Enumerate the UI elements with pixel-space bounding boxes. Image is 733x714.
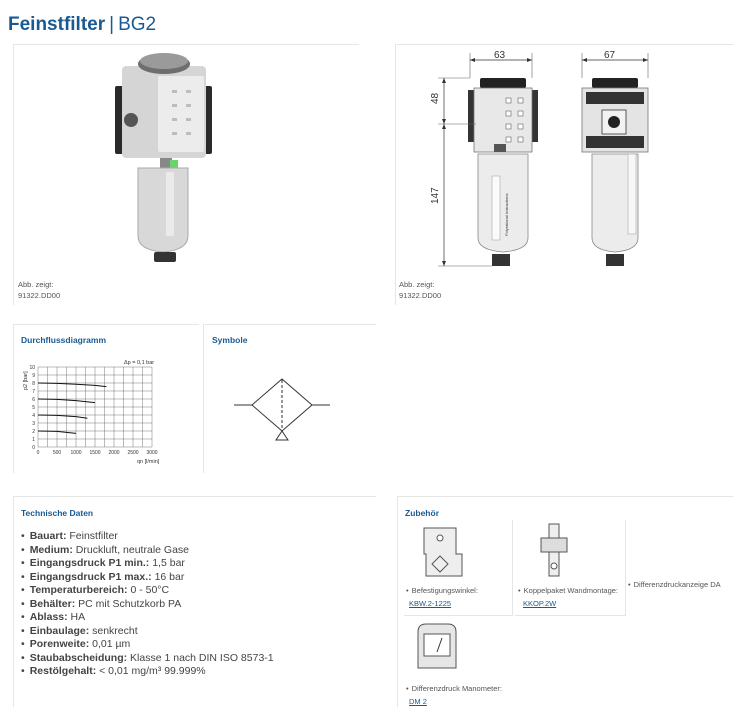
spec-item bbox=[21, 625, 274, 639]
spec-value: Druckluft, neutrale Gase bbox=[75, 543, 189, 556]
mounting-bracket-icon bbox=[416, 524, 466, 580]
y-tick-label: 0 bbox=[32, 444, 35, 451]
series-line bbox=[38, 383, 106, 387]
y-tick-label: 5 bbox=[32, 404, 35, 411]
spec-key: Porenweite: bbox=[29, 638, 90, 650]
spec-item bbox=[21, 665, 274, 679]
caption-right-line1: Abb. zeigt: bbox=[399, 280, 435, 289]
spec-item bbox=[21, 571, 274, 585]
image-caption-right bbox=[399, 279, 441, 301]
spec-value: Feinstfilter bbox=[69, 530, 118, 542]
wall-mount-kit-icon bbox=[535, 522, 575, 578]
spec-item bbox=[21, 544, 274, 558]
spec-key: Restölgehalt: bbox=[29, 665, 97, 677]
product-image bbox=[110, 50, 220, 272]
y-tick-label: 9 bbox=[32, 372, 35, 379]
accessory-label: • Differenzdruckanzeige DA bbox=[628, 580, 721, 589]
caption-left-line1: Abb. zeigt: bbox=[18, 280, 54, 289]
spec-key: Eingangsdruck P1 min.: bbox=[29, 557, 150, 569]
chart-ylabel: p2 [bar] bbox=[23, 371, 29, 390]
x-tick-label: 1500 bbox=[89, 450, 101, 456]
y-tick-label: 7 bbox=[32, 388, 35, 395]
series-line bbox=[38, 415, 87, 418]
page-title bbox=[8, 14, 156, 36]
caption-left-line2: 91322.DD00 bbox=[18, 291, 61, 300]
spec-value: Klasse 1 nach DIN ISO 8573-1 bbox=[130, 651, 274, 664]
accessories-heading: Zubehör bbox=[405, 508, 439, 518]
spec-key: Staubabscheidung: bbox=[29, 651, 128, 664]
dim-width-side: 67 bbox=[604, 50, 616, 61]
image-caption-left bbox=[18, 279, 60, 301]
spec-value: 1,5 bar bbox=[152, 557, 185, 569]
chart-xlabel: qn [l/min] bbox=[137, 459, 160, 465]
x-tick-label: 0 bbox=[36, 450, 40, 456]
manometer-icon bbox=[414, 622, 460, 672]
spec-key: Ablass: bbox=[29, 611, 68, 623]
technical-data-list bbox=[21, 530, 274, 679]
y-tick-label: 2 bbox=[32, 428, 35, 435]
spec-item bbox=[21, 611, 274, 625]
dimension-drawing bbox=[420, 48, 730, 278]
spec-item bbox=[21, 530, 274, 544]
spec-key: Behälter: bbox=[29, 597, 76, 610]
flow-diagram-heading: Durchflussdiagramm bbox=[21, 335, 107, 345]
spec-item bbox=[21, 557, 274, 571]
chart-delta-label: Δp = 0,1 bar bbox=[124, 360, 155, 366]
spec-item bbox=[21, 652, 274, 666]
spec-item bbox=[21, 584, 274, 598]
spec-key: Bauart: bbox=[29, 530, 67, 542]
title-sub: BG2 bbox=[118, 14, 157, 35]
accessory-label: • Befestigungswinkel: bbox=[406, 586, 478, 595]
spec-item bbox=[21, 598, 274, 612]
x-tick-label: 2000 bbox=[108, 450, 120, 456]
technical-data-heading: Technische Daten bbox=[21, 508, 94, 518]
y-tick-label: 8 bbox=[32, 380, 35, 387]
y-tick-label: 6 bbox=[32, 396, 35, 403]
spec-value: < 0,01 mg/m³ 99.999% bbox=[99, 665, 206, 677]
x-tick-label: 1000 bbox=[70, 450, 82, 456]
x-tick-label: 2500 bbox=[127, 450, 139, 456]
accessory-item-wall-kit[interactable] bbox=[515, 520, 626, 616]
y-tick-label: 4 bbox=[32, 412, 35, 419]
spec-key: Eingangsdruck P1 max.: bbox=[29, 570, 152, 583]
y-tick-label: 10 bbox=[29, 364, 35, 371]
accessory-item-manometer[interactable] bbox=[404, 620, 512, 710]
flow-chart bbox=[16, 352, 194, 470]
y-tick-label: 1 bbox=[32, 436, 35, 443]
caption-right-line2: 91322.DD00 bbox=[399, 291, 442, 300]
accessory-link[interactable]: KKOP.2W bbox=[523, 599, 557, 608]
filter-symbol-icon bbox=[230, 374, 334, 444]
spec-value: senkrecht bbox=[92, 624, 138, 637]
spec-key: Einbaulage: bbox=[29, 624, 90, 637]
title-separator: | bbox=[109, 14, 115, 35]
spec-value: 0,01 µm bbox=[92, 638, 131, 650]
spec-key: Medium: bbox=[29, 543, 73, 556]
accessory-link[interactable]: KBW.2-1225 bbox=[409, 599, 452, 608]
body-print: Polyrational Instructions bbox=[504, 193, 509, 236]
x-tick-label: 500 bbox=[52, 450, 62, 456]
spec-value: 16 bar bbox=[154, 570, 185, 583]
dim-height-bottom: 147 bbox=[430, 187, 441, 204]
spec-item bbox=[21, 638, 274, 652]
spec-value: PC mit Schutzkorb PA bbox=[78, 597, 182, 610]
spec-key: Temperaturbereich: bbox=[29, 584, 128, 596]
symbol-heading: Symbole bbox=[212, 335, 248, 345]
x-tick-label: 3000 bbox=[146, 450, 158, 456]
dim-width-front: 63 bbox=[494, 50, 506, 61]
accessory-label: • Koppelpaket Wandmontage: bbox=[518, 586, 618, 595]
accessory-label: • Differenzdruck Manometer: bbox=[406, 684, 502, 693]
spec-value: HA bbox=[70, 611, 86, 623]
y-tick-label: 3 bbox=[32, 420, 35, 427]
spec-value: 0 - 50°C bbox=[130, 584, 170, 596]
accessory-item-bracket[interactable] bbox=[404, 520, 513, 616]
title-main: Feinstfilter bbox=[8, 14, 106, 35]
accessory-item-pressure-indicator[interactable] bbox=[628, 578, 732, 598]
accessory-link[interactable]: DM 2 bbox=[409, 697, 427, 706]
dim-height-top: 48 bbox=[430, 92, 441, 104]
